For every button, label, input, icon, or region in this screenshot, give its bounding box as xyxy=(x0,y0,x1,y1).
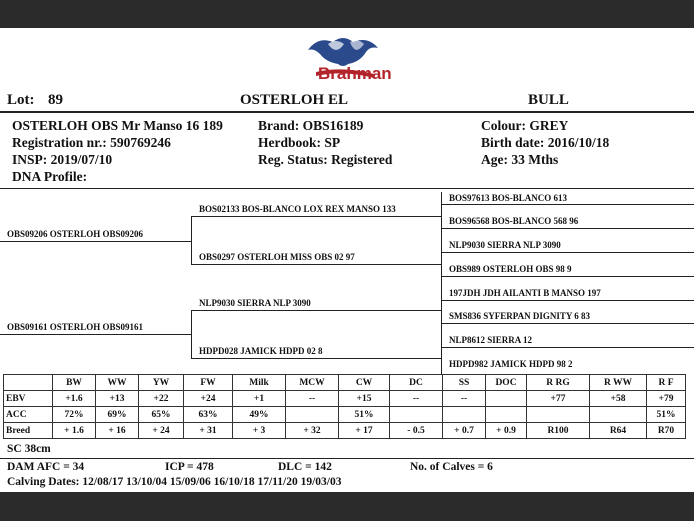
acc-cell xyxy=(590,407,647,423)
brand: Brand: OBS16189 xyxy=(258,118,364,133)
breed-cell: + 0.7 xyxy=(443,423,486,439)
birth-date: Birth date: 2016/10/18 xyxy=(481,135,610,150)
pedigree-dam: OBS09161 OSTERLOH OBS09161 xyxy=(7,322,144,332)
ebv-header-cell xyxy=(4,375,53,391)
pedigree-sss: BOS97613 BOS-BLANCO 613 xyxy=(449,193,568,203)
breed-cell: + 0.9 xyxy=(486,423,527,439)
sds-line xyxy=(441,252,694,253)
ebv-header-cell: YW xyxy=(139,375,184,391)
pedigree-sire-dam: OBS0297 OSTERLOH MISS OBS 02 97 xyxy=(199,252,355,262)
scrotal-circumference: SC 38cm xyxy=(7,443,51,455)
ssd-line xyxy=(441,228,694,229)
acc-cell: 63% xyxy=(184,407,233,423)
ss-line xyxy=(191,216,441,217)
ebv-row xyxy=(4,391,686,407)
sire-line xyxy=(0,241,191,242)
ebv-header-cell: Milk xyxy=(233,375,286,391)
ebv-table xyxy=(3,374,686,439)
ebv-header-cell: FW xyxy=(184,375,233,391)
ebv-header-cell: R WW xyxy=(590,375,647,391)
pedigree-sdd: OBS989 OSTERLOH OBS 98 9 xyxy=(449,264,572,274)
ebv-header-cell: R F xyxy=(647,375,686,391)
ebv-header-cell: WW xyxy=(96,375,139,391)
acc-cell xyxy=(486,407,527,423)
header-divider xyxy=(0,111,694,113)
ebv-cell: -- xyxy=(443,391,486,407)
pedigree-sire-sire: BOS02133 BOS-BLANCO LOX REX MANSO 133 xyxy=(199,204,396,214)
breed-cell: + 24 xyxy=(139,423,184,439)
breed-cell: R64 xyxy=(590,423,647,439)
age: Age: 33 Mths xyxy=(481,152,559,167)
info-divider xyxy=(0,188,694,189)
pedigree-sds: NLP9030 SIERRA NLP 3090 xyxy=(449,240,561,250)
ebv-header-cell: DOC xyxy=(486,375,527,391)
logo-text: Brahman xyxy=(318,64,392,83)
dds-line xyxy=(441,347,694,348)
dam-afc: DAM AFC = 34 xyxy=(7,461,85,473)
sss-line xyxy=(441,204,694,205)
herdbook: Herdbook: SP xyxy=(258,135,341,150)
acc-cell: 69% xyxy=(96,407,139,423)
lot-sheet xyxy=(0,28,694,492)
acc-cell xyxy=(390,407,443,423)
ebv-cell xyxy=(486,391,527,407)
ebv-header-cell: DC xyxy=(390,375,443,391)
registration: Registration nr.: 590769246 xyxy=(12,135,171,150)
dd-line xyxy=(191,358,441,359)
acc-cell: 65% xyxy=(139,407,184,423)
ebv-cell: +1 xyxy=(233,391,286,407)
sdd-line xyxy=(441,276,694,277)
lot-label: Lot: xyxy=(7,92,35,108)
ebv-cell: +13 xyxy=(96,391,139,407)
dsd-line xyxy=(441,323,694,324)
pedigree-dds: NLP8612 SIERRA 12 xyxy=(449,335,533,345)
ebv-header-cell: CW xyxy=(339,375,390,391)
breed-cell: - 0.5 xyxy=(390,423,443,439)
dam-bracket xyxy=(191,310,192,358)
ebv-cell: +22 xyxy=(139,391,184,407)
animal-sex: BULL xyxy=(528,92,569,108)
ebv-row-label: EBV xyxy=(4,391,53,407)
ebv-cell: +15 xyxy=(339,391,390,407)
pedigree-dam-sire: NLP9030 SIERRA NLP 3090 xyxy=(199,298,311,308)
breed-cell: + 1.6 xyxy=(53,423,96,439)
breed-cell: + 31 xyxy=(184,423,233,439)
ebv-header-cell: BW xyxy=(53,375,96,391)
breed-row-label: Breed xyxy=(4,423,53,439)
dss-line xyxy=(441,300,694,301)
acc-cell: 72% xyxy=(53,407,96,423)
breed-cell: R100 xyxy=(527,423,590,439)
ebv-header-cell: SS xyxy=(443,375,486,391)
ds-line xyxy=(191,310,441,311)
breed-cell: + 17 xyxy=(339,423,390,439)
no-of-calves: No. of Calves = 6 xyxy=(410,461,493,473)
icp: ICP = 478 xyxy=(165,461,214,473)
pedigree-ddd: HDPD982 JAMICK HDPD 98 2 xyxy=(449,359,573,369)
animal-name: OSTERLOH EL xyxy=(240,92,348,108)
colour: Colour: GREY xyxy=(481,118,569,133)
calving-dates: Calving Dates: 12/08/17 13/10/04 15/09/06 16/10/18 17/11/20 19/03/03 xyxy=(7,476,342,488)
dna-profile: DNA Profile: xyxy=(12,169,88,184)
breed-cell: + 16 xyxy=(96,423,139,439)
footer-divider xyxy=(0,458,694,459)
lot-number: 89 xyxy=(48,92,63,108)
pedigree-ssd: BOS96568 BOS-BLANCO 568 96 xyxy=(449,216,579,226)
acc-cell: 51% xyxy=(339,407,390,423)
acc-row xyxy=(4,407,686,423)
pedigree-dam-dam: HDPD028 JAMICK HDPD 02 8 xyxy=(199,346,323,356)
pedigree-sire: OBS09206 OSTERLOH OBS09206 xyxy=(7,229,144,239)
dlc: DLC = 142 xyxy=(278,461,332,473)
acc-cell xyxy=(286,407,339,423)
ebv-header-cell: MCW xyxy=(286,375,339,391)
acc-cell xyxy=(443,407,486,423)
ebv-cell: +1.6 xyxy=(53,391,96,407)
acc-cell xyxy=(527,407,590,423)
ebv-cell: +79 xyxy=(647,391,686,407)
breed-cell: R70 xyxy=(647,423,686,439)
breed-cell: + 32 xyxy=(286,423,339,439)
sd-line xyxy=(191,264,441,265)
ebv-cell: -- xyxy=(390,391,443,407)
ebv-header-cell: R RG xyxy=(527,375,590,391)
ebv-cell: +77 xyxy=(527,391,590,407)
acc-cell: 49% xyxy=(233,407,286,423)
acc-cell: 51% xyxy=(647,407,686,423)
dam-line xyxy=(0,334,191,335)
breed-cell: + 3 xyxy=(233,423,286,439)
brahman-logo xyxy=(288,32,398,88)
ebv-cell: +24 xyxy=(184,391,233,407)
sire-bracket xyxy=(191,216,192,264)
acc-row-label: ACC xyxy=(4,407,53,423)
ebv-cell: +58 xyxy=(590,391,647,407)
pedigree-dss: 197JDH JDH AILANTI B MANSO 197 xyxy=(449,288,601,298)
full-name: OSTERLOH OBS Mr Manso 16 189 xyxy=(12,118,223,133)
insp: INSP: 2019/07/10 xyxy=(12,152,113,167)
reg-status: Reg. Status: Registered xyxy=(258,152,393,167)
ebv-cell: -- xyxy=(286,391,339,407)
breed-row xyxy=(4,423,686,439)
ebv-header-row xyxy=(4,375,686,391)
pedigree-dsd: SMS836 SYFERPAN DIGNITY 6 83 xyxy=(449,311,591,321)
